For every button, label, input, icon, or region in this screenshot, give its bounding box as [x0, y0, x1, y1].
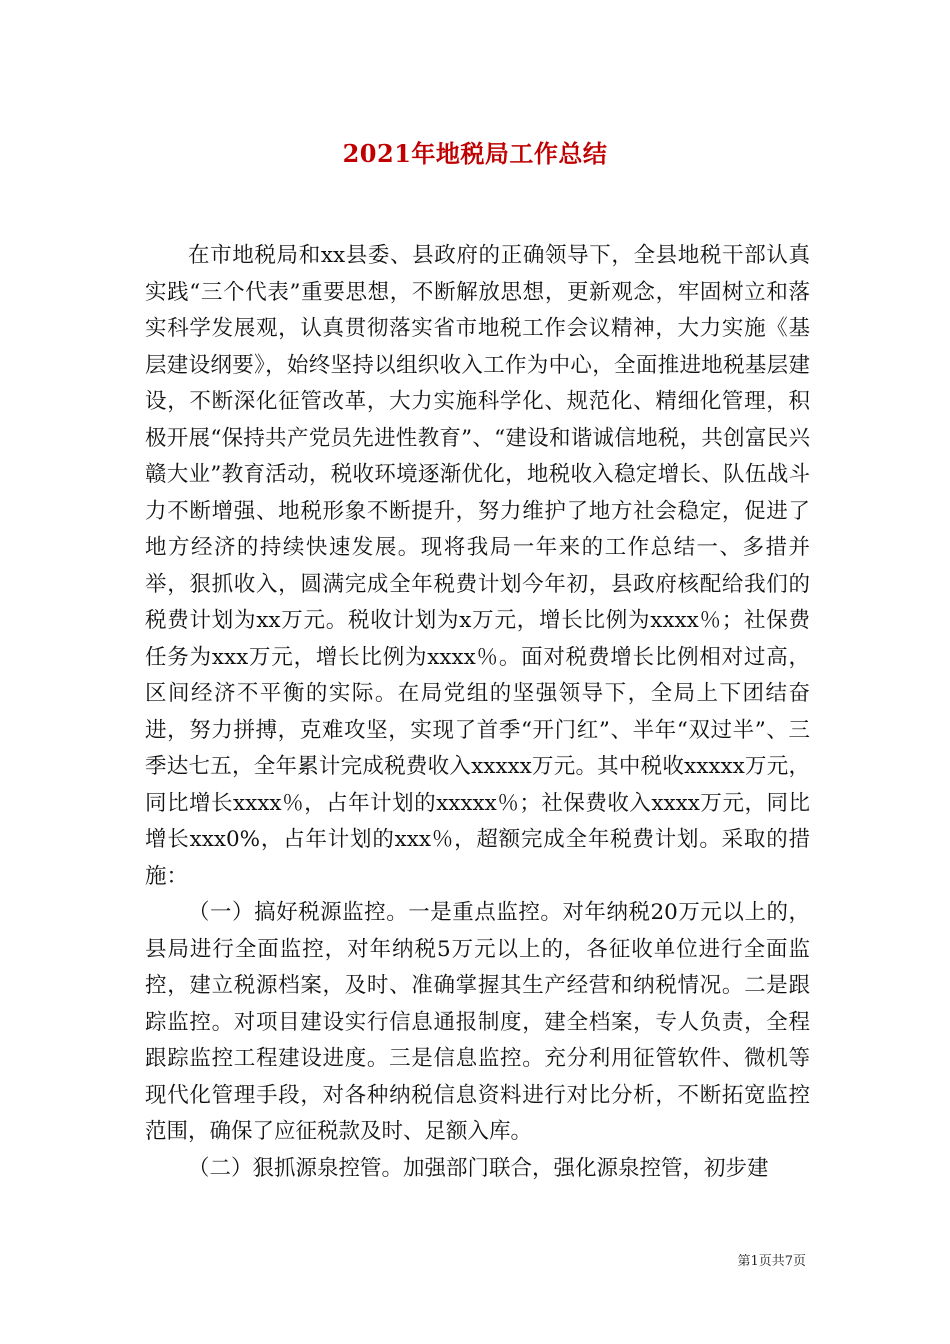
paragraph-intro: 在市地税局和xx县委、县政府的正确领导下，全县地税干部认真实践“三个代表”重要思想，不断解放思想，更新观念，牢固树立和落实科学发展观，认真贯彻落实省市地税工作会议精神，大力实施《基层建设纲要》，始终坚持以组织收入工作为中心，全面推进地税基层建设，不断深化征管改革，大力实施科学化、规范化、精细化管理，积极开展“保持共产党员先进性教育”、“建设和谐诚信地税，共创富民兴赣大业”教育活动，税收环境逐渐优化，地税收入稳定增长、队伍战斗力不断增强、地税形象不断提升，努力维护了地方社会稳定，促进了地方经济的持续快速发展。现将我局一年来的工作总结一、多措并举，狠抓收入，圆满完成全年税费计划今年初，县政府核配给我们的税费计划为xx万元。税收计划为x万元，增长比例为xxxx％；社保费任务为xxx万元，增长比例为xxxx％。面对税费增长比例相对过高，区间经济不平衡的实际。在局党组的坚强领导下，全局上下团结奋进，努力拼搏，克难攻坚，实现了首季“开门红”、半年“双过半”、三季达七五，全年累计完成税费收入xxxxx万元。其中税收xxxxx万元，同比增长xxxx％，占年计划的xxxxx％；社保费收入xxxx万元，同比增长xxx0%，占年计划的xxx％，超额完成全年税费计划。采取的措施：	[145, 243, 810, 889]
paragraph-tax-source-monitoring: （一）搞好税源监控。一是重点监控。对年纳税20万元以上的，县局进行全面监控，对年纳税5万元以上的，各征收单位进行全面监控，建立税源档案，及时、准确掌握其生产经营和纳税情况。二是跟踪监控。对项目建设实行信息通报制度，建全档案，专人负责，全程跟踪监控工程建设进度。三是信息监控。充分利用征管软件、微机等现代化管理手段，对各种纳税信息资料进行对比分析，不断拓宽监控范围，确保了应征税款及时、足额入库。	[145, 900, 810, 1144]
document-title: 2021年地税局工作总结	[342, 139, 608, 168]
paragraph-source-control: （二）狠抓源泉控管。加强部门联合，强化源泉控管，初步建	[188, 1155, 769, 1181]
document-body	[145, 238, 810, 1187]
page-number: 第1页共7页	[737, 1254, 806, 1269]
